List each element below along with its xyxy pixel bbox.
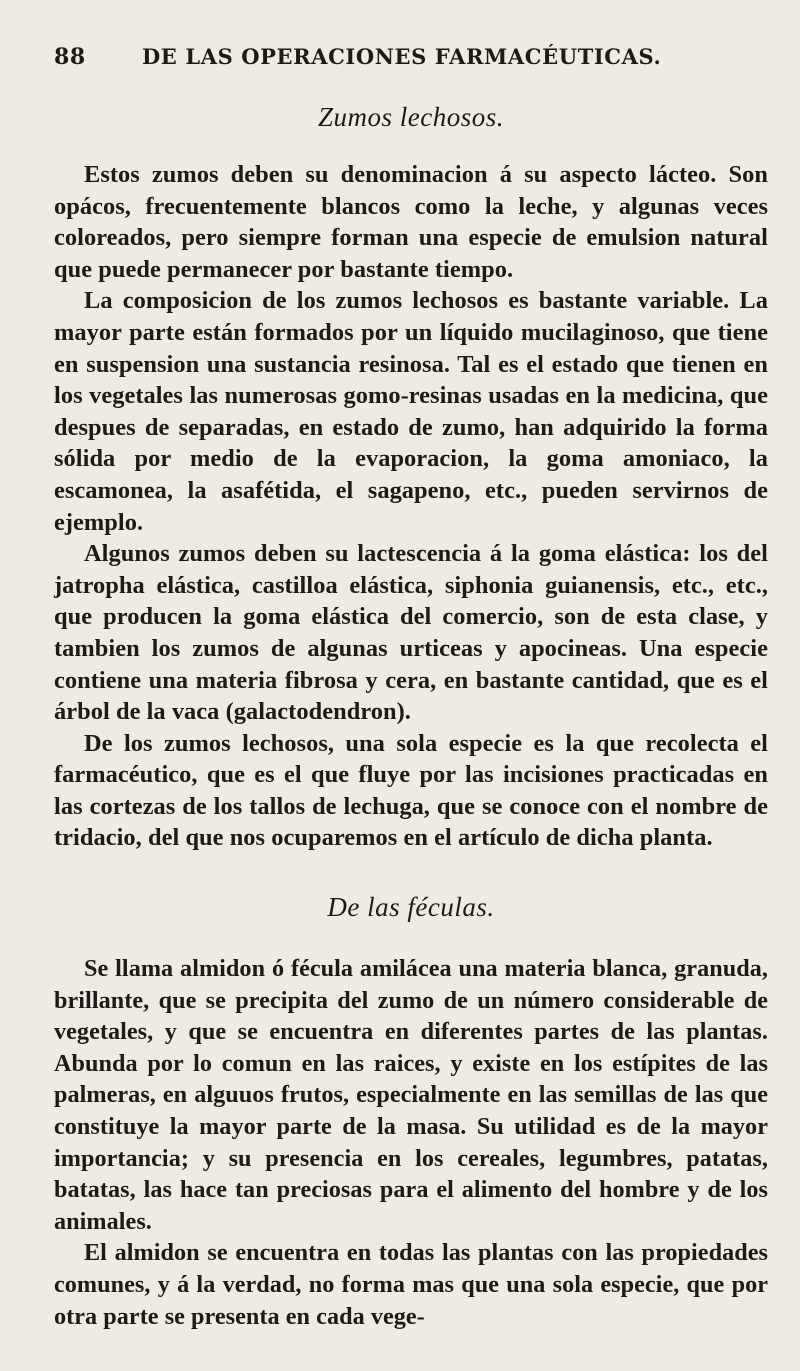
page-number: 88 (54, 44, 86, 70)
section-heading-zumos-lechosos: Zumos lechosos. (317, 102, 504, 132)
paragraph: De los zumos lechosos, una sola especie es la que recolecta el farmacéutico, que es el que fluye por las incisiones practicadas en las cortezas de los tallos de lechuga, que se conoce con el nombre de tridacio, del que nos ocuparemos en el artículo de dicha planta. (54, 729, 768, 852)
paragraph: Se llama almidon ó fécula amilácea una materia blanca, granuda, brillante, que se precipita del zumo de un número considerable de vegetales, y que se encuentra en diferentes partes de las plantas. Abunda por lo comun en las raices, y existe en los estípites de las palmeras, en alguuos frutos, especialmente en las semillas de las que constituye la mayor parte de la masa. Su utilidad es de la mayor importancia; y su presencia en los cereales, legumbres, patatas, batatas, las hace tan preciosas para el alimento del hombre y de los animales. (54, 955, 768, 1235)
section-body-zumos-lechosos (54, 159, 768, 854)
paragraph: El almidon se encuentra en todas las plantas con las propiedades comunes, y á la verdad, no forma mas que una sola especie, que por otra parte se presenta en cada vege- (54, 1239, 768, 1330)
running-head (54, 44, 768, 78)
running-title: DE LAS OPERACIONES FARMACÉUTICAS. (142, 44, 662, 69)
paragraph: Estos zumos deben su denominacion á su aspecto lácteo. Son opácos, frecuentemente blancos como la leche, y algunas veces coloreados, pero siempre forman una especie de emulsion natural que puede permanecer por bastante tiempo. (54, 161, 768, 283)
section-body-feculas (54, 953, 768, 1332)
paragraph: Algunos zumos deben su lactescencia á la goma elástica: los del jatropha elástica, castilloa elástica, siphonia guianensis, etc., etc., que producen la goma elástica del comercio, son de esta clase, y tambien los zumos de algunas urticeas y apocineas. Una especie contiene una materia fibrosa y cera, en bastante cantidad, que es el árbol de la vaca (galactodendron). (54, 540, 768, 726)
paragraph: La composicion de los zumos lechosos es bastante variable. La mayor parte están formados por un líquido mucilaginoso, que tiene en suspension una sustancia resinosa. Tal es el estado que tienen en los vegetales las numerosas gomo-resinas usadas en la medicina, que despues de separadas, en estado de zumo, han adquirido la forma sólida por medio de la evaporacion, la goma amoniaco, la escamonea, la asafétida, el sagapeno, etc., pueden servirnos de ejemplo. (54, 287, 768, 536)
section-heading-feculas: De las féculas. (327, 892, 495, 923)
